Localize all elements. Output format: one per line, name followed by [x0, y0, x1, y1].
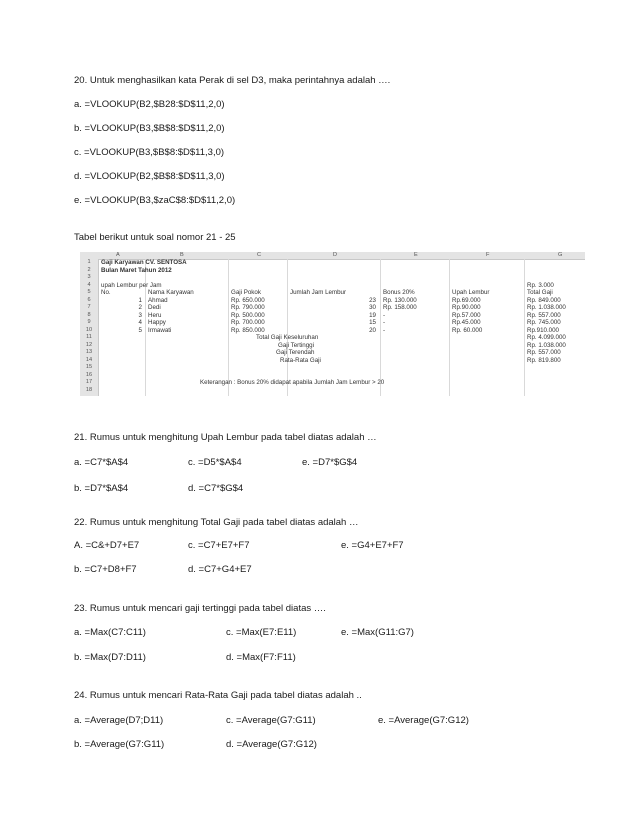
cell-total: Rp. 849.000: [527, 296, 561, 304]
q20-option-e: e. =VLOOKUP(B3,$zaC$8:$D$11,2,0): [74, 195, 236, 206]
question-21-text: 21. Rumus untuk menghitung Upah Lembur pada tabel diatas adalah …: [74, 432, 377, 443]
col-header-d: D: [333, 252, 338, 258]
cell-upah: Rp.57.000: [452, 311, 481, 319]
question-20-text: 20. Untuk menghasilkan kata Perak di sel D3, maka perintahnya adalah ….: [74, 75, 391, 86]
cell-nama: Happy: [148, 319, 166, 326]
row-number: 15: [85, 364, 93, 370]
grid-line: [228, 259, 229, 396]
q21-option-d: d. =C7*$G$4: [188, 483, 244, 494]
q22-option-d: d. =C7+G4+E7: [188, 564, 252, 575]
cell-jam: 30: [369, 304, 376, 311]
cell-bonus: Rp. 158.000: [383, 304, 417, 311]
q23-option-c: c. =Max(E7:E11): [226, 627, 297, 638]
cell-nama: Dedi: [148, 304, 161, 311]
cell-no: 2: [138, 304, 142, 311]
cell-upah: Rp.69.000: [452, 296, 481, 304]
row-number: 12: [85, 341, 93, 348]
cell-nama: Irmawati: [148, 326, 172, 334]
summary-label-tertinggi: Gaji Tertinggi: [278, 341, 314, 349]
row-number: 9: [87, 319, 91, 325]
cell-jam: 15: [369, 319, 376, 326]
q22-option-e: e. =G4+E7+F7: [341, 540, 404, 551]
q24-option-e: e. =Average(G7:G12): [378, 715, 469, 726]
spreadsheet-image: [80, 252, 585, 396]
sheet-title: Gaji Karyawan CV. SENTOSA: [101, 259, 187, 266]
row-number: 14: [85, 356, 93, 363]
row-number: 18: [85, 386, 93, 393]
cell-total: Rp.910.000: [527, 326, 559, 334]
q23-option-b: b. =Max(D7:D11): [74, 652, 146, 663]
row-number: 5: [87, 289, 91, 295]
cell-bonus: -: [383, 326, 386, 334]
summary-label-total: Total Gaji Keseluruhan: [256, 334, 319, 341]
cell-upah: Rp. 60.000: [452, 326, 483, 334]
header-bonus: Bonus 20%: [383, 289, 415, 296]
q21-option-b: b. =D7*$A$4: [74, 483, 129, 494]
cell-upah: Rp.90.000: [452, 304, 481, 311]
q24-option-c: c. =Average(G7:G11): [226, 715, 316, 726]
header-jam-lembur: Jumlah Jam Lembur: [290, 289, 347, 296]
header-gaji-pokok: Gaji Pokok: [231, 289, 261, 296]
q21-option-e: e. =D7*$G$4: [302, 457, 358, 468]
grid-line: [524, 259, 525, 396]
table-intro-text: Tabel berikut untuk soal nomor 21 - 25: [74, 232, 236, 243]
q20-option-a: a. =VLOOKUP(B2,$B28:$D$11,2,0): [74, 99, 225, 110]
cell-gaji-pokok: Rp. 700.000: [231, 319, 265, 326]
cell-no: 1: [138, 296, 142, 304]
q22-option-b: b. =C7+D8+F7: [74, 564, 137, 575]
cell-gaji-pokok: Rp. 500.000: [231, 311, 265, 319]
row-number: 3: [87, 274, 91, 280]
row-number: 8: [87, 311, 91, 318]
header-upah-lembur: Upah Lembur: [452, 289, 490, 296]
col-header-b: B: [180, 252, 184, 258]
row-number: 11: [86, 334, 92, 340]
header-total-gaji: Total Gaji: [527, 289, 553, 296]
cell-gaji-pokok: Rp. 650.000: [231, 296, 265, 304]
row-number: 1: [87, 259, 91, 265]
cell-total: Rp. 557.000: [527, 311, 561, 319]
col-header-e: E: [414, 252, 418, 258]
q23-option-a: a. =Max(C7:C11): [74, 627, 146, 638]
q24-option-b: b. =Average(G7:G11): [74, 739, 165, 750]
row-number: 2: [87, 266, 91, 273]
question-22-text: 22. Rumus untuk menghitung Total Gaji pada tabel diatas adalah …: [74, 517, 359, 528]
cell-no: 4: [138, 319, 142, 326]
header-nama: Nama Karyawan: [148, 289, 194, 296]
sheet-note: Keterangan : Bonus 20% didapat apabila Jumlah Jam Lembur > 20: [200, 379, 385, 386]
sheet-subtitle: Bulan Maret Tahun 2012: [101, 266, 172, 274]
question-23-text: 23. Rumus untuk mencari gaji tertinggi pada tabel diatas ….: [74, 603, 326, 614]
row-number: 17: [85, 379, 93, 385]
cell-total: Rp. 745.000: [527, 319, 561, 326]
cell-upah: Rp.45.000: [452, 319, 481, 326]
q22-option-c: c. =C7+E7+F7: [188, 540, 250, 551]
row-number: 7: [87, 304, 91, 310]
summary-value-total: Rp. 4.099.000: [527, 334, 566, 341]
q21-option-c: c. =D5*$A$4: [188, 457, 242, 468]
upah-value: Rp. 3.000: [527, 281, 554, 289]
cell-nama: Ahmad: [148, 296, 168, 304]
summary-label-terendah: Gaji Terendah: [276, 349, 315, 356]
cell-jam: 19: [369, 311, 376, 319]
grid-line: [380, 259, 381, 396]
summary-value-tertinggi: Rp. 1.038.000: [527, 341, 566, 349]
upah-label: upah Lembur per Jam: [101, 281, 162, 289]
q20-option-c: c. =VLOOKUP(B3,$B$8:$D$11,3,0): [74, 147, 225, 158]
row-number: 13: [85, 349, 93, 355]
col-header-a: A: [116, 252, 120, 258]
q20-option-b: b. =VLOOKUP(B3,$B$8:$D$11,2,0): [74, 123, 225, 134]
cell-gaji-pokok: Rp. 850.000: [231, 326, 265, 334]
q20-option-d: d. =VLOOKUP(B2,$B$8:$D$11,3,0): [74, 171, 225, 182]
q24-option-d: d. =Average(G7:G12): [226, 739, 317, 750]
cell-gaji-pokok: Rp. 790.000: [231, 304, 265, 311]
cell-jam: 23: [369, 296, 376, 304]
cell-jam: 20: [369, 326, 376, 334]
col-header-f: F: [486, 252, 490, 258]
cell-bonus: -: [383, 319, 386, 326]
grid-line: [145, 259, 146, 396]
col-header-c: C: [257, 252, 262, 258]
header-no: No.: [101, 289, 111, 296]
cell-bonus: Rp. 130.000: [383, 296, 417, 304]
row-number: 16: [85, 371, 93, 378]
grid-line: [449, 259, 450, 396]
cell-total: Rp. 1.038.000: [527, 304, 566, 311]
cell-nama: Heru: [148, 311, 162, 319]
row-number: 4: [87, 281, 91, 288]
q23-option-d: d. =Max(F7:F11): [226, 652, 296, 663]
col-header-g: G: [558, 252, 563, 258]
row-number: 10: [85, 326, 93, 333]
grid-line: [287, 259, 288, 396]
summary-label-rata: Rata-Rata Gaji: [280, 356, 321, 364]
q24-option-a: a. =Average(D7;D11): [74, 715, 164, 726]
cell-bonus: -: [383, 311, 386, 319]
cell-no: 5: [138, 326, 142, 334]
cell-no: 3: [138, 311, 142, 319]
q21-option-a: a. =C7*$A$4: [74, 457, 129, 468]
q22-option-a: A. =C&+D7+E7: [74, 540, 140, 551]
row-number: 6: [87, 296, 91, 303]
summary-value-rata: Rp. 819.800: [527, 356, 561, 364]
question-24-text: 24. Rumus untuk mencari Rata-Rata Gaji pada tabel diatas adalah ..: [74, 690, 362, 701]
summary-value-terendah: Rp. 557.000: [527, 349, 561, 356]
q23-option-e: e. =Max(G11:G7): [341, 627, 414, 638]
